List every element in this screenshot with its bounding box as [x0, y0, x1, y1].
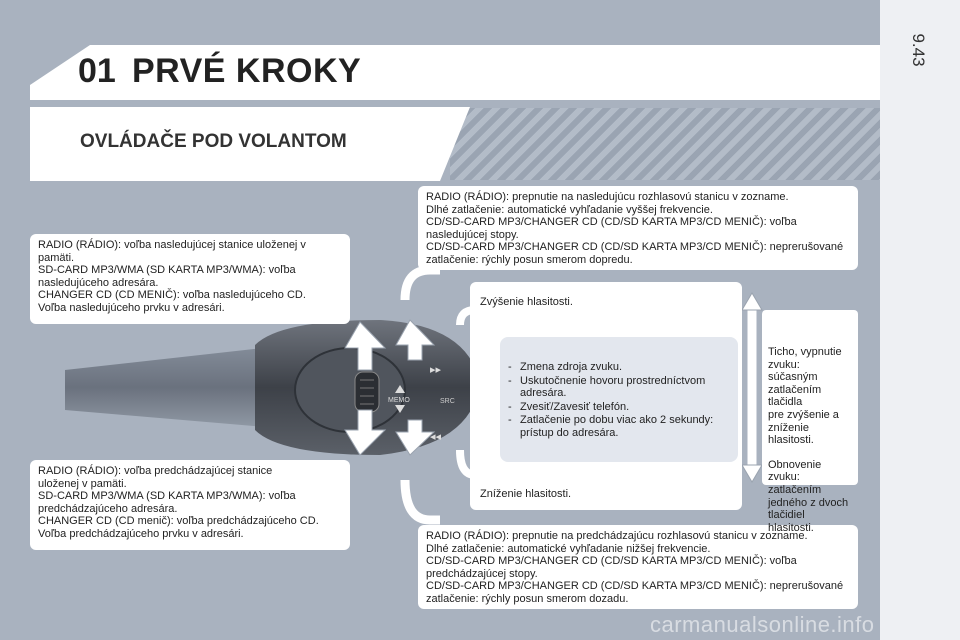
chapter-number: 01	[78, 52, 116, 90]
mute-arrow-up-icon	[742, 293, 762, 310]
watermark: carmanualsonline.info	[650, 612, 875, 637]
volume-down-text: Zníženie hlasitosti.	[480, 488, 572, 500]
mute-text: Ticho, vypnutie zvuku: súčasným zatlačením tlačidla pre zvýšenie a zníženie hlasitosti.	[768, 346, 842, 447]
memo-label: MEMO	[388, 397, 410, 404]
mute-note	[762, 310, 858, 534]
unmute-text: Obnovenie zvuku: zatlačením jedného z dvoch tlačidiel hlasitosti.	[768, 458, 849, 534]
volume-up-text: Zvýšenie hlasitosti.	[480, 296, 573, 308]
scroll-wheel	[355, 372, 379, 412]
src-panel	[500, 337, 738, 462]
prev-track-text: RADIO (RÁDIO): prepnutie na predchádzajúcu rozhlasovú stanicu v zozname. Dlhé zatlačenie: automatické vyhľadanie nižšej frekvencie. CD/SD-CARD MP3/CHANGER CD (CD/SD KARTA MP3/CD MENIČ): voľba predchádzajúcej stopy. CD/SD-CARD MP3/CHANGER CD (CD/SD KARTA MP3/CD MENIČ): neprerušované zatlačenie: rýchly posun smerom dozadu.	[426, 530, 844, 605]
prev-icon: ◂◂	[430, 430, 442, 443]
prev-preset-note	[30, 460, 350, 550]
chapter-title: PRVÉ KROKY	[132, 52, 362, 90]
next-track-text: RADIO (RÁDIO): prepnutie na nasledujúcu rozhlasovú stanicu v zozname. Dlhé zatlačenie: automatické vyhľadanie vyššej frekvencie. CD/SD-CARD MP3/CHANGER CD (CD/SD KARTA MP3/CD MENIČ): voľba nasledujúcej stopy. CD/SD-CARD MP3/CHANGER CD (CD/SD KARTA MP3/CD MENIČ): neprerušované zatlačenie: rýchly posun smerom dopredu.	[426, 191, 844, 266]
stalk-face	[295, 348, 405, 432]
next-track-note	[418, 186, 858, 270]
list-item: - Zatlačenie po dobu viac ako 2 sekundy: prístup do adresára.	[508, 414, 733, 439]
prev-preset-text: RADIO (RÁDIO): voľba predchádzajúcej stanice uloženej v pamäti. SD-CARD MP3/WMA (SD KARTA MP3/WMA): voľba predchádzajúceho adresára. CHANGER CD (CD menič): voľba predchádzajúceho CD. Voľba predchádzajúceho prvku v adresári.	[38, 465, 319, 540]
prev-track-note	[418, 525, 858, 609]
page-number: 9.43	[909, 33, 928, 67]
next-icon: ▸▸	[430, 363, 442, 376]
section-title: OVLÁDAČE POD VOLANTOM	[80, 131, 347, 152]
connector-bottom	[405, 480, 440, 520]
list-item: - Uskutočnenie hovoru prostredníctvom adresára.	[508, 375, 733, 400]
next-preset-text: RADIO (RÁDIO): voľba nasledujúcej stanice uloženej v pamäti. SD-CARD MP3/WMA (SD KARTA MP3/WMA): voľba nasledujúceho adresára. CHANGER CD (CD MENIČ): voľba nasledujúceho CD. Voľba nasledujúceho prvku v adresári.	[38, 239, 306, 314]
volume-panel	[470, 282, 742, 510]
src-function-list	[508, 361, 733, 441]
connector-top	[405, 270, 440, 300]
list-item: - Zvesiť/Zavesiť telefón.	[508, 401, 733, 414]
list-item: - Zmena zdroja zvuku.	[508, 361, 733, 374]
src-label: SRC	[440, 398, 455, 405]
mute-arrow-down-icon	[742, 465, 762, 482]
next-preset-note	[30, 234, 350, 324]
